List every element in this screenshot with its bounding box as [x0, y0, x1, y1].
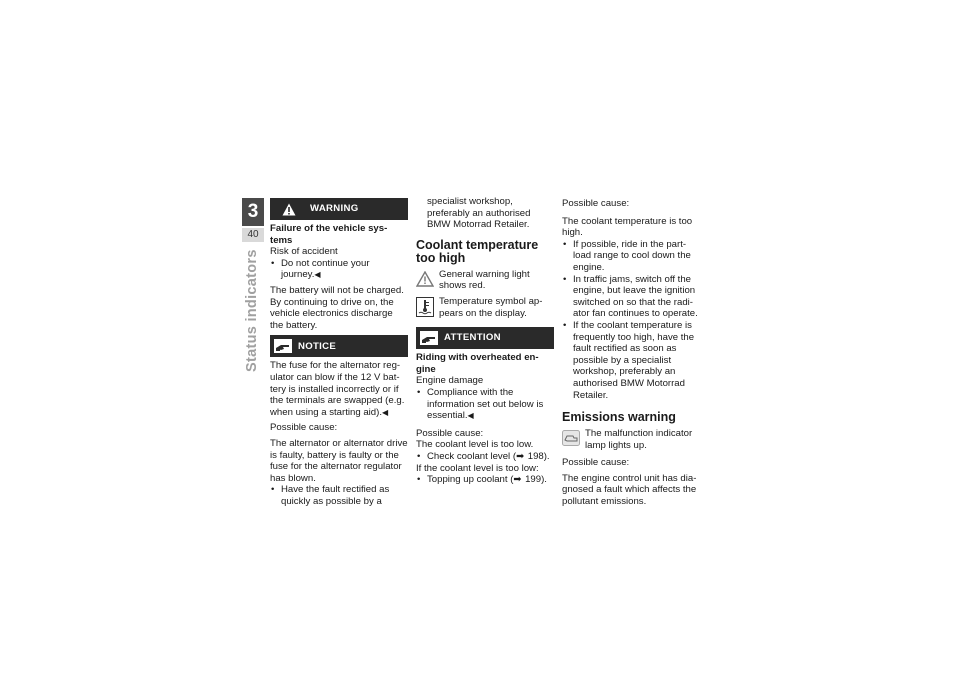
- end-arrow-icon: ◀: [314, 270, 321, 280]
- temp-symbol-row: [416, 296, 554, 319]
- list-item: • Have the fault rectified as quickly as possible by a: [270, 484, 408, 507]
- coolant-heading: Coolant temperature too high: [416, 237, 539, 265]
- list-item[interactable]: • Topping up coolant (➡ 199).: [416, 474, 554, 486]
- possible-cause-label: Possible cause:: [416, 427, 484, 439]
- column-2: [416, 196, 554, 490]
- end-arrow-icon: ◀: [382, 407, 389, 417]
- reference-arrow-icon: ➡: [516, 450, 525, 462]
- possible-cause-label: Possible cause:: [270, 422, 338, 434]
- column-1: [270, 198, 408, 511]
- malfunction-text: The malfunction indicator lamp lights up.: [585, 428, 693, 451]
- cause-text: The alternator or alternator drive is faulty, battery is faulty or the fuse for the alternator regulator has blown.: [270, 437, 408, 484]
- temp-high-text: The coolant temperature is too high.: [562, 215, 693, 239]
- column-3: [562, 198, 700, 512]
- diag-text: The engine control unit has dia-gnosed a fault which affects the pollutant emissions.: [562, 472, 697, 508]
- hand-pointing-icon: [418, 327, 440, 349]
- engine-check-icon: [562, 429, 580, 447]
- coolant-temperature-icon: [416, 297, 434, 317]
- warning-bullets: [270, 258, 408, 281]
- battery-text: The battery will not be charged. By continuing to drive on, the vehicle electronics discharge the battery.: [270, 284, 404, 331]
- page-number: 40: [242, 228, 264, 242]
- list-item: • Do not continue your journey.◀: [270, 258, 408, 281]
- malfunction-row: [562, 428, 700, 451]
- attention-heading: Riding with overheated en-gine: [416, 352, 539, 375]
- if-low-text: If the coolant level is too low:: [416, 462, 539, 474]
- emissions-heading: Emissions warning: [562, 410, 676, 425]
- section-sidebar: [244, 249, 264, 392]
- topup-bullets: [416, 474, 554, 486]
- notice-bar: [270, 335, 408, 357]
- notice-label: NOTICE: [298, 340, 337, 352]
- coolant-bullets: [562, 239, 700, 401]
- list-item: • If possible, ride in the part-load range to cool down the engine.: [562, 239, 700, 274]
- warning-light-row: [416, 269, 554, 292]
- warning-label: WARNING: [310, 203, 359, 215]
- warning-heading: Failure of the vehicle sys-tems: [270, 223, 388, 246]
- end-arrow-icon: ◀: [467, 411, 474, 421]
- fix-bullets: [270, 484, 408, 507]
- hand-pointing-icon: [272, 335, 294, 357]
- temp-symbol-text: Temperature symbol ap-pears on the display.: [439, 295, 543, 319]
- notice-text: The fuse for the alternator reg-ulator can blow if the 12 V bat-tery is installed incorrectly or if the terminals are swapped (e.g. when using a starting aid).◀: [270, 360, 405, 418]
- warning-risk: Risk of accident: [270, 246, 338, 258]
- attention-bar: [416, 327, 554, 349]
- attention-label: ATTENTION: [444, 332, 501, 344]
- level-low-text: The coolant level is too low.: [416, 439, 534, 451]
- possible-cause-label: Possible cause:: [562, 198, 630, 209]
- warning-bar: [270, 198, 408, 220]
- section-title: Status indicators: [244, 249, 260, 372]
- attention-risk: Engine damage: [416, 375, 484, 387]
- warning-triangle-icon: [416, 270, 434, 288]
- attention-bullets: [416, 387, 554, 422]
- continued-text: specialist workshop, preferably an authorised BMW Motorrad Retailer.: [427, 196, 531, 231]
- warning-light-text: General warning light shows red.: [439, 268, 530, 292]
- check-bullets: [416, 451, 554, 463]
- list-item: • Compliance with the information set out below is essential.◀: [416, 387, 554, 422]
- chapter-number: 3: [242, 198, 264, 226]
- list-item: • In traffic jams, switch off the engine, but leave the ignition switched on so that the radi-ator fan continues to operate.: [562, 274, 700, 320]
- list-item[interactable]: • Check coolant level (➡ 198).: [416, 451, 554, 463]
- reference-arrow-icon: ➡: [513, 474, 522, 486]
- list-item: • If the coolant temperature is frequently too high, have the fault rectified as soon as possible by a specialist workshop, preferably an authorised BMW Motorrad Retailer.: [562, 320, 700, 401]
- warning-triangle-icon: [278, 198, 300, 220]
- possible-cause-label-2: Possible cause:: [562, 457, 630, 469]
